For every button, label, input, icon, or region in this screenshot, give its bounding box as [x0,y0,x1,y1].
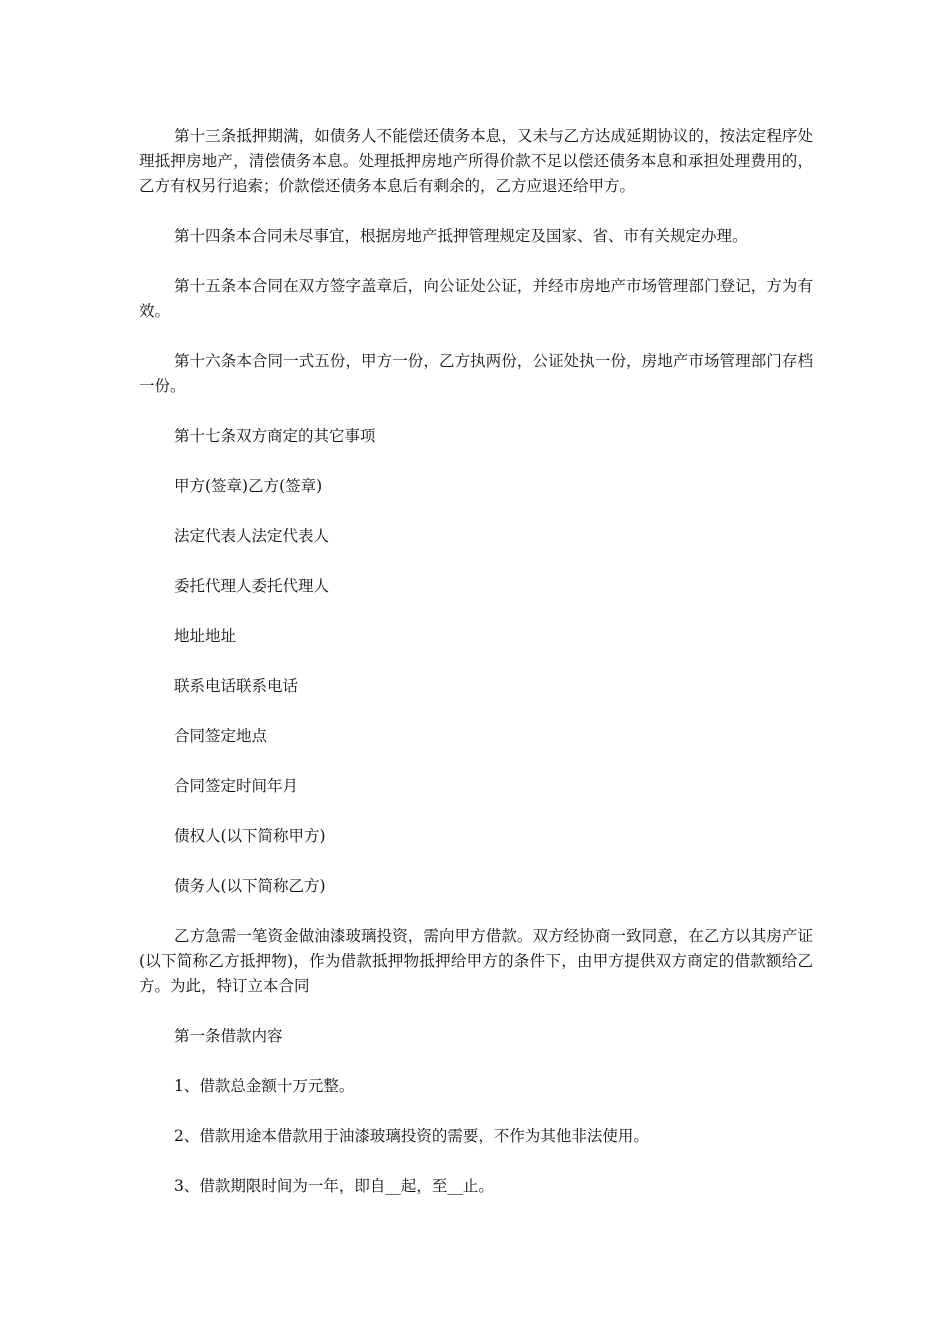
loan-amount-item: 1、借款总金额十万元整。 [174,1077,355,1095]
preamble-paragraph: 乙方急需一笔资金做油漆玻璃投资，需向甲方借款。双方经协商一致同意，在乙方以其房产证(以下简称乙方抵押物)，作为借款抵押物抵押给甲方的条件下，由甲方提供双方商定的借款额给乙方。为此，特订立本合同 [139,927,813,995]
paragraph-article-17: 第十七条双方商定的其它事项 [174,427,376,445]
paragraph-article-13: 第十三条抵押期满，如债务人不能偿还债务本息，又未与乙方达成延期协议的，按法定程序处理抵押房地产，清偿债务本息。处理抵押房地产所得价款不足以偿还债务本息和承担处理费用的，乙方有权另行追索；价款偿还债务本息后有剩余的，乙方应退还给甲方。 [139,127,813,195]
agent-line: 委托代理人委托代理人 [174,577,330,595]
signature-line: 甲方(签章)乙方(签章) [174,477,323,495]
loan-term-item: 3、借款期限时间为一年，即自__起，至__止。 [174,1177,494,1195]
signing-place-line: 合同签定地点 [174,727,268,745]
debtor-line: 债务人(以下简称乙方) [174,877,326,895]
creditor-line: 债权人(以下简称甲方) [174,827,326,845]
document-body [139,124,813,1224]
paragraph-article-14: 第十四条本合同未尽事宜，根据房地产抵押管理规定及国家、省、市有关规定办理。 [174,227,748,245]
legal-representative-line: 法定代表人法定代表人 [174,527,330,545]
paragraph-article-15: 第十五条本合同在双方签字盖章后，向公证处公证，并经市房地产市场管理部门登记，方为有效。 [139,277,813,320]
paragraph-article-16: 第十六条本合同一式五份，甲方一份，乙方执两份，公证处执一份，房地产市场管理部门存档一份。 [139,352,813,395]
loan-purpose-item: 2、借款用途本借款用于油漆玻璃投资的需要，不作为其他非法使用。 [174,1127,649,1145]
address-line: 地址地址 [174,627,237,645]
article-1-heading: 第一条借款内容 [174,1027,283,1045]
phone-line: 联系电话联系电话 [174,677,299,695]
signing-time-line: 合同签定时间年月 [174,777,299,795]
